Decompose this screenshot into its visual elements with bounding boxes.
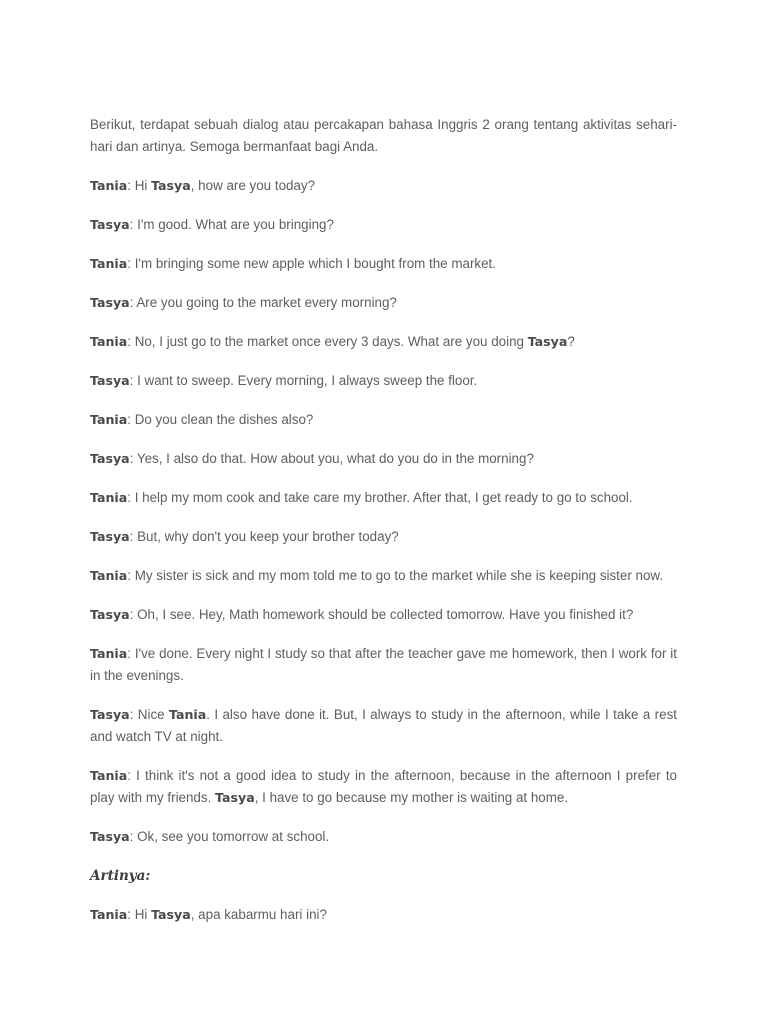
dialog-line [90, 826, 677, 848]
dialog-line [90, 253, 677, 275]
dialog-text: , I have to go because my mother is waiting at home. [254, 790, 569, 805]
dialog-line [90, 604, 677, 626]
dialog-line [90, 370, 677, 392]
dialog-text: : Hi [127, 178, 152, 193]
dialog-line [90, 292, 677, 314]
mentioned-name: Tasya [151, 178, 191, 193]
speaker-name: Tania [90, 907, 128, 922]
dialog-text: : Nice [129, 707, 169, 722]
speaker-name: Tania [90, 568, 128, 583]
dialog-text: : Hi [127, 907, 152, 922]
speaker-name: Tasya [90, 373, 130, 388]
dialog-text: : I help my mom cook and take care my brother. After that, I get ready to go to school. [127, 490, 633, 505]
speaker-name: Tania [90, 412, 128, 427]
dialog-line [90, 214, 677, 236]
dialog-lines [90, 175, 677, 848]
dialog-text: ? [567, 334, 575, 349]
dialog-line [90, 487, 677, 509]
dialog-line [90, 409, 677, 431]
dialog-text: : I want to sweep. Every morning, I always sweep the floor. [129, 373, 478, 388]
intro-paragraph: Berikut, terdapat sebuah dialog atau percakapan bahasa Inggris 2 orang tentang aktivitas sehari-hari dan artinya. Semoga bermanfaat bagi Anda. [90, 117, 677, 154]
dialog-text: : I'm bringing some new apple which I bought from the market. [127, 256, 496, 271]
dialog-text: : Ok, see you tomorrow at school. [129, 829, 330, 844]
dialog-text: : My sister is sick and my mom told me to go to the market while she is keeping sister now. [127, 568, 664, 583]
dialog-text: . I also have done it. But, I always to study in the afternoon, while I take a rest and watch TV at night. [90, 707, 677, 744]
dialog-line [90, 904, 677, 926]
dialog-line [90, 448, 677, 470]
speaker-name: Tania [90, 490, 128, 505]
dialog-text: : No, I just go to the market once every 3 days. What are you doing [127, 334, 528, 349]
dialog-line [90, 765, 677, 809]
dialog-text: : I think it's not a good idea to study in the afternoon, because in the afternoon I prefer to play with my friends. [90, 768, 677, 805]
speaker-name: Tasya [90, 529, 130, 544]
dialog-text: , how are you today? [190, 178, 316, 193]
speaker-name: Tasya [90, 607, 130, 622]
dialog-line [90, 331, 677, 353]
dialog-line [90, 643, 677, 687]
dialog-line [90, 704, 677, 748]
speaker-name: Tania [90, 334, 128, 349]
speaker-name: Tania [90, 256, 128, 271]
speaker-name: Tania [90, 646, 128, 661]
mentioned-name: Tasya [151, 907, 191, 922]
dialog-text: : Do you clean the dishes also? [127, 412, 314, 427]
dialog-text: : Yes, I also do that. How about you, what do you do in the morning? [129, 451, 534, 466]
mentioned-name: Tasya [527, 334, 568, 349]
dialog-text: : Are you going to the market every morning? [129, 295, 397, 310]
translation-lines [90, 904, 677, 926]
dialog-text: : But, why don't you keep your brother today? [129, 529, 399, 544]
dialog-text: : Oh, I see. Hey, Math homework should be collected tomorrow. Have you finished it? [129, 607, 634, 622]
dialog-text: : I'm good. What are you bringing? [129, 217, 334, 232]
dialog-text: : I've done. Every night I study so that after the teacher gave me homework, then I work for it in the evenings. [90, 646, 677, 683]
document-page [90, 114, 677, 943]
speaker-name: Tania [90, 178, 128, 193]
mentioned-name: Tania [168, 707, 207, 722]
mentioned-name: Tasya [215, 790, 255, 805]
translation-heading: Artinya: [90, 868, 151, 884]
speaker-name: Tania [90, 768, 128, 783]
speaker-name: Tasya [90, 707, 130, 722]
speaker-name: Tasya [90, 217, 130, 232]
dialog-line [90, 565, 677, 587]
speaker-name: Tasya [90, 451, 130, 466]
dialog-text: , apa kabarmu hari ini? [190, 907, 327, 922]
dialog-line [90, 175, 677, 197]
dialog-line [90, 526, 677, 548]
speaker-name: Tasya [90, 295, 130, 310]
speaker-name: Tasya [90, 829, 130, 844]
